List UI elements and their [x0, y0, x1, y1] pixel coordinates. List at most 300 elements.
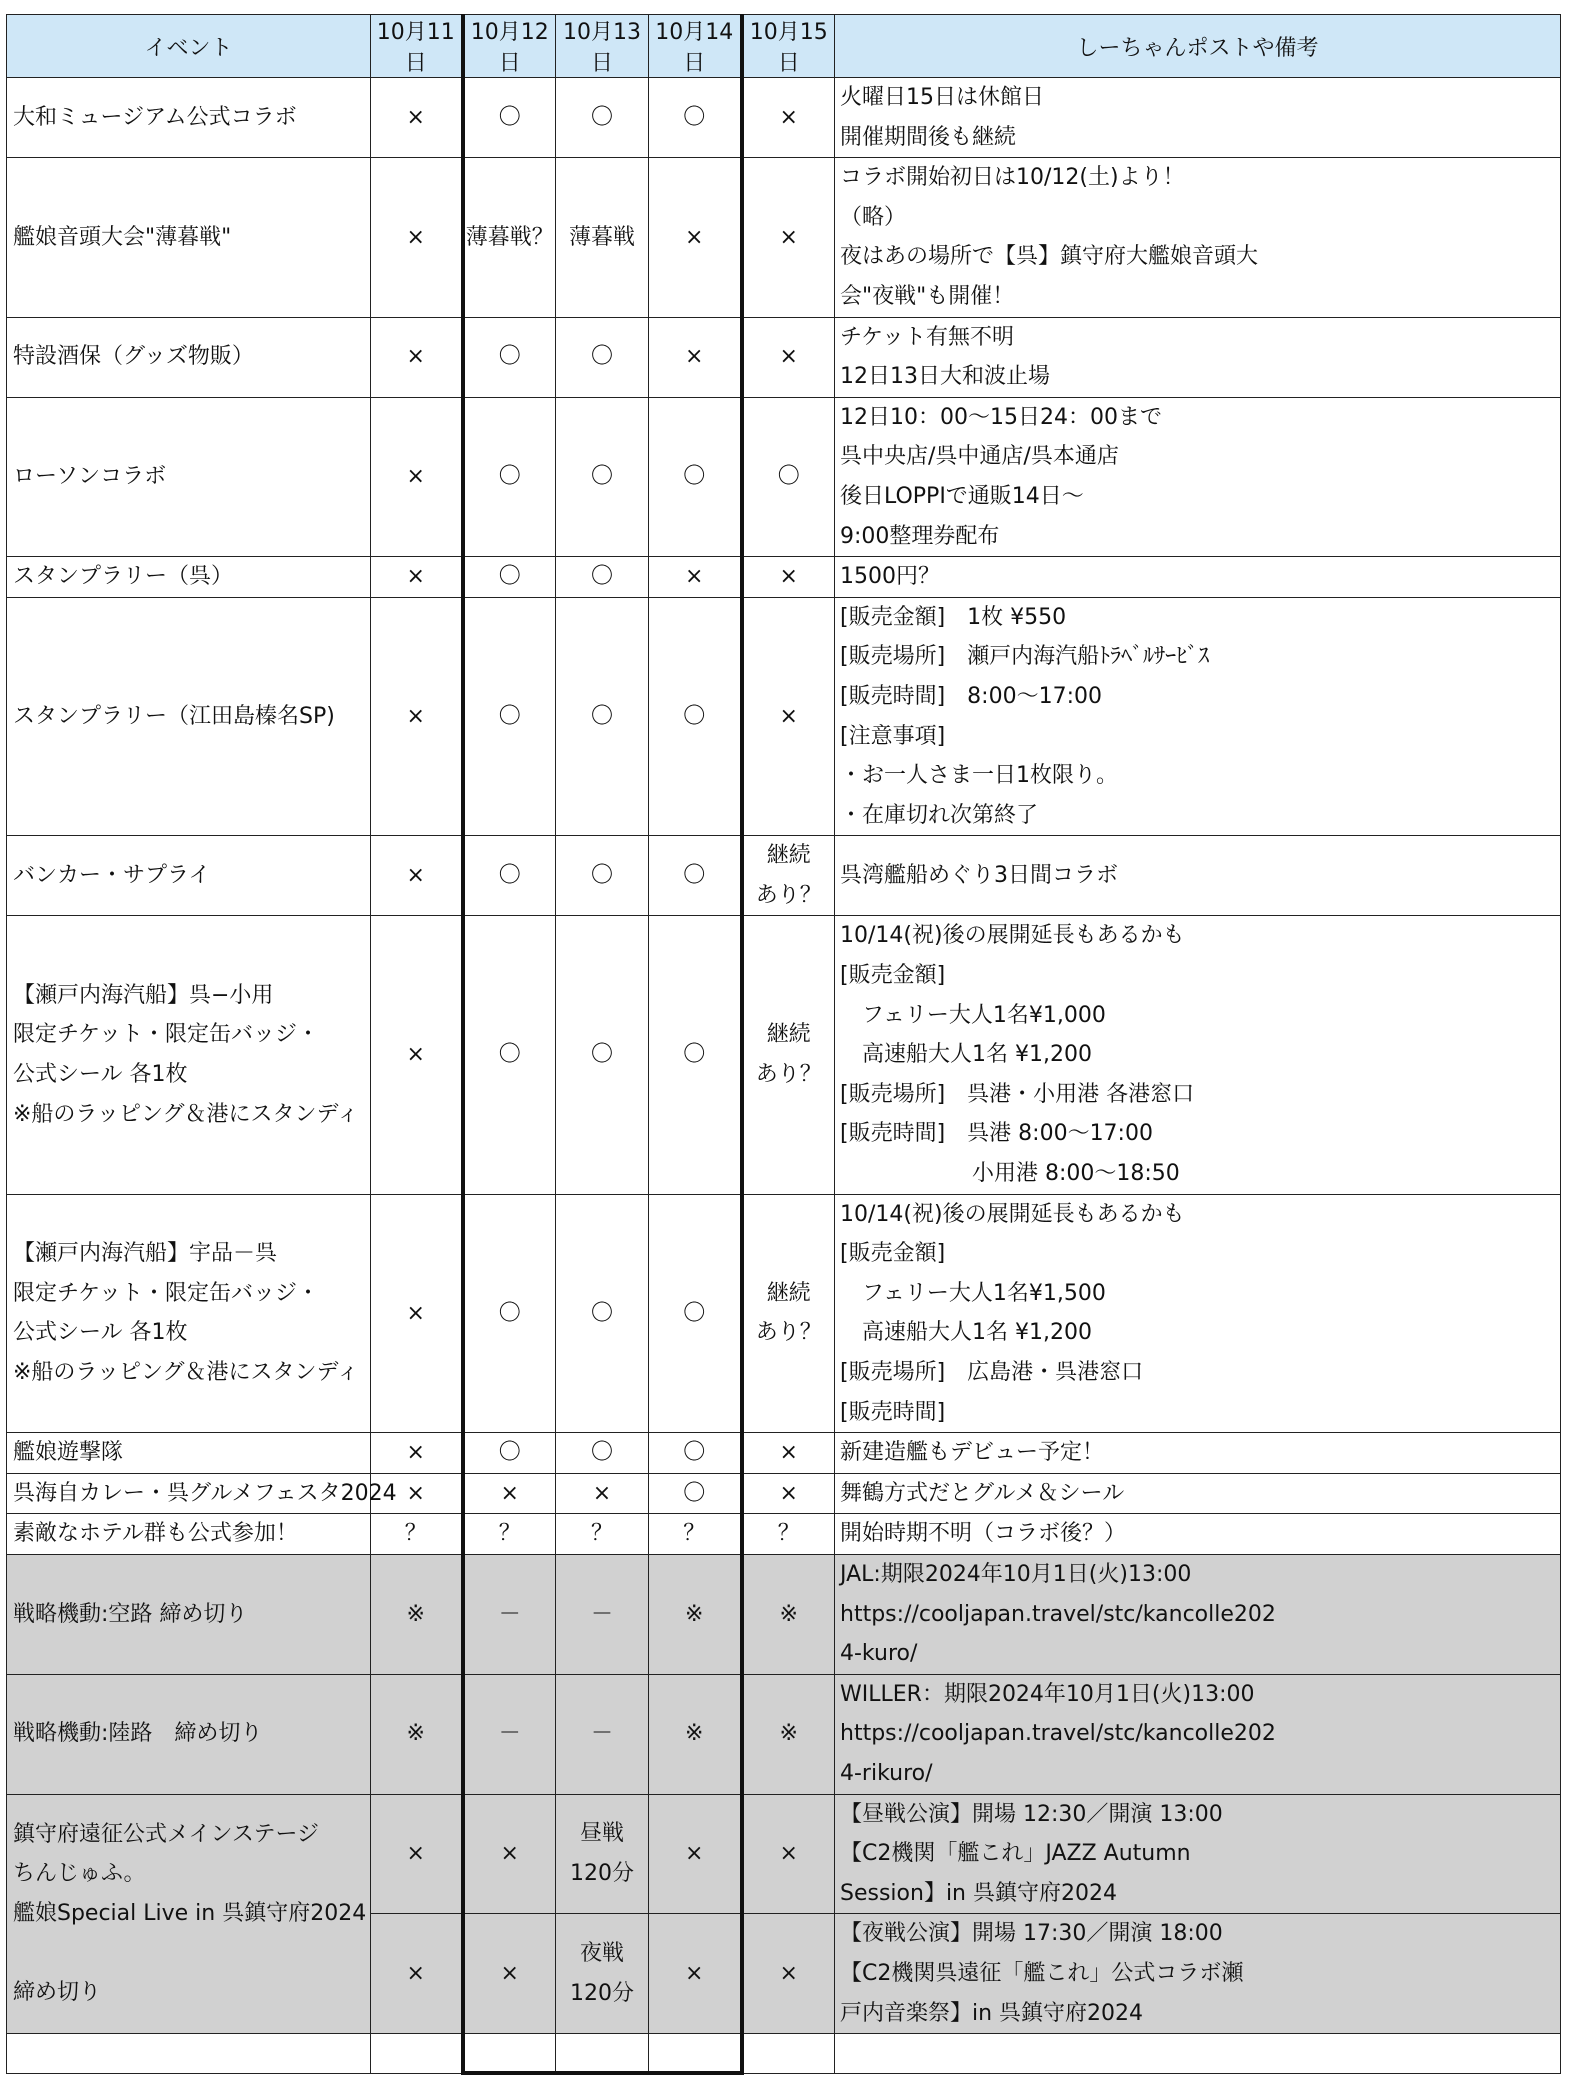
event-line: 呉海自カレー・呉グルメフェスタ2024: [13, 1480, 397, 1506]
status-line: 〇: [498, 703, 521, 729]
status-line: 〇: [590, 703, 613, 729]
status-cell-oct13[interactable]: [556, 397, 649, 556]
status-cell-oct11[interactable]: [371, 1794, 463, 1914]
header-row: [7, 15, 1561, 78]
status-cell-oct13[interactable]: [556, 557, 649, 598]
table-body: [7, 78, 1561, 2074]
status-line: 〇: [498, 1440, 521, 1466]
status-cell-oct13[interactable]: [556, 1554, 649, 1674]
notes-line: [販売場所] 呉港・小用港 各港窓口: [840, 1081, 1195, 1107]
status-line: ×: [406, 344, 425, 370]
status-line: ×: [779, 1480, 798, 1506]
event-schedule-sheet: [6, 14, 1561, 2075]
table-row: [7, 557, 1561, 598]
status-cell-oct12[interactable]: [463, 1914, 556, 2034]
status-line: ×: [779, 703, 798, 729]
status-line: 〇: [498, 464, 521, 490]
event-line: バンカー・サプライ: [13, 863, 211, 889]
status-cell-oct11[interactable]: [371, 916, 463, 1194]
status-cell-oct13[interactable]: [556, 78, 649, 158]
status-line: ×: [406, 1960, 425, 1986]
notes-cell[interactable]: [835, 1554, 1561, 1674]
event-cell[interactable]: [7, 158, 371, 317]
event-line: 素敵なホテル群も公式参加！: [13, 1521, 298, 1547]
table-row: [7, 1194, 1561, 1433]
status-cell-oct11[interactable]: [371, 597, 463, 836]
event-line: 艦娘Special Live in 呉鎮守府2024: [13, 1901, 367, 1927]
status-line: 〇: [683, 1300, 706, 1326]
status-cell-oct11[interactable]: [371, 317, 463, 397]
status-cell-oct11[interactable]: [371, 1194, 463, 1433]
status-cell-oct13[interactable]: [556, 158, 649, 317]
event-cell[interactable]: [7, 916, 371, 1194]
status-cell-oct13[interactable]: [556, 1433, 649, 1474]
notes-cell[interactable]: [835, 1473, 1561, 1514]
status-line: 〇: [590, 863, 613, 889]
event-cell[interactable]: [7, 397, 371, 556]
notes-line: 【C2機関呉遠征「艦これ」公式コラボ瀬: [840, 1960, 1244, 1986]
notes-line: 夜はあの場所で【呉】鎮守府大艦娘音頭大: [840, 244, 1259, 270]
event-line: 特設酒保（グッズ物販）: [13, 344, 254, 370]
status-line: 120分: [570, 1860, 634, 1886]
table-row-deadline: [7, 1674, 1561, 1794]
status-cell-oct15[interactable]: [742, 836, 835, 916]
notes-cell[interactable]: [835, 158, 1561, 317]
notes-line: 開催期間後も継続: [840, 124, 1017, 150]
event-line: 艦娘音頭大会"薄暮戦": [13, 224, 232, 250]
notes-cell[interactable]: [835, 1914, 1561, 2034]
status-cell-oct14[interactable]: [649, 557, 742, 598]
notes-line: [販売金額]: [840, 963, 946, 989]
status-line: ×: [406, 1480, 425, 1506]
status-cell-oct12[interactable]: [463, 1674, 556, 1794]
status-cell-oct15[interactable]: [742, 1514, 835, 1555]
notes-line: 4-kuro/: [840, 1641, 918, 1667]
status-line: ※: [779, 1601, 798, 1627]
status-cell-oct11[interactable]: [371, 1914, 463, 2034]
status-line: ×: [779, 344, 798, 370]
status-line: 薄暮戦: [568, 224, 635, 250]
notes-line: チケット有無不明: [840, 324, 1015, 350]
status-line: 〇: [683, 1480, 706, 1506]
status-cell-oct13[interactable]: [556, 1514, 649, 1555]
event-line: 戦略機動:空路 締め切り: [13, 1601, 248, 1627]
notes-line: コラボ開始初日は10/12(土)より！: [840, 165, 1185, 191]
status-line: ×: [779, 224, 798, 250]
status-line: ×: [685, 224, 704, 250]
notes-line: [販売時間] 呉港 8:00～17:00: [840, 1121, 1153, 1147]
status-line: 〇: [498, 104, 521, 130]
status-cell-oct14[interactable]: [649, 1914, 742, 2034]
status-line: 〇: [683, 104, 706, 130]
notes-line: [販売場所] 広島港・呉港窓口: [840, 1360, 1144, 1385]
notes-line: 4-rikuro/: [840, 1760, 933, 1786]
header-oct14[interactable]: 10月14日: [649, 15, 742, 78]
notes-line: Session】in 呉鎮守府2024: [840, 1880, 1117, 1906]
event-cell[interactable]: [7, 597, 371, 836]
notes-line: 12日13日大和波止場: [840, 364, 1050, 390]
event-line: ちんじゅふ。: [13, 1861, 146, 1887]
status-line: ※: [406, 1601, 425, 1627]
notes-cell[interactable]: [835, 78, 1561, 158]
status-line: ※: [685, 1721, 704, 1747]
status-cell-oct11[interactable]: [371, 1554, 463, 1674]
notes-cell[interactable]: [835, 557, 1561, 598]
event-line: 公式シール 各1枚: [13, 1320, 188, 1346]
status-cell-oct15[interactable]: [742, 1794, 835, 1914]
event-cell[interactable]: [7, 1433, 371, 1474]
status-cell-oct12[interactable]: [463, 597, 556, 836]
event-line: 限定チケット・限定缶バッジ・: [13, 1022, 320, 1048]
status-line: あり？: [755, 882, 822, 908]
status-line: －: [498, 1721, 521, 1747]
notes-cell[interactable]: [835, 317, 1561, 397]
event-line: ※船のラッピング＆港にスタンディ: [13, 1360, 359, 1385]
empty-cell[interactable]: [556, 2034, 649, 2074]
status-cell-oct13[interactable]: [556, 597, 649, 836]
status-cell-oct11[interactable]: [371, 836, 463, 916]
notes-cell[interactable]: [835, 916, 1561, 1194]
status-cell-oct15[interactable]: [742, 397, 835, 556]
notes-line: [販売金額] 1枚 ¥550: [840, 604, 1067, 630]
notes-line: [販売金額]: [840, 1241, 946, 1267]
status-line: 〇: [683, 703, 706, 729]
header-oct13[interactable]: 10月13日: [556, 15, 649, 78]
status-line: －: [498, 1601, 521, 1627]
status-line: ×: [779, 564, 798, 590]
status-line: －: [590, 1721, 613, 1747]
status-line: ×: [500, 1841, 519, 1867]
notes-line: 【昼戦公演】開場 12:30／開演 13:00: [840, 1801, 1223, 1827]
status-cell-oct14[interactable]: [649, 916, 742, 1194]
event-cell[interactable]: [7, 557, 371, 598]
event-cell[interactable]: [7, 1554, 371, 1674]
empty-cell[interactable]: [649, 2034, 742, 2074]
status-line: ×: [406, 1300, 425, 1326]
status-cell-oct12[interactable]: [463, 1473, 556, 1514]
event-cell[interactable]: [7, 1473, 397, 1514]
status-cell-oct14[interactable]: [649, 1554, 742, 1674]
status-line: ※: [685, 1601, 704, 1627]
status-line: 〇: [498, 863, 521, 889]
event-cell[interactable]: [7, 1514, 371, 1555]
table-row-empty: [7, 2034, 1561, 2074]
status-cell-oct11[interactable]: [371, 557, 463, 598]
status-cell-oct14[interactable]: [649, 1674, 742, 1794]
status-line: 〇: [683, 1440, 706, 1466]
status-line: 〇: [590, 564, 613, 590]
status-cell-oct12[interactable]: [463, 397, 556, 556]
status-line: ※: [406, 1721, 425, 1747]
status-line: ？: [683, 1521, 706, 1547]
status-cell-oct12[interactable]: [463, 557, 556, 598]
status-line: ×: [406, 104, 425, 130]
notes-line: 1500円？: [840, 564, 940, 590]
table-row: [7, 78, 1561, 158]
status-cell-oct14[interactable]: [649, 78, 742, 158]
notes-cell[interactable]: [835, 1433, 1561, 1474]
header-notes[interactable]: しーちゃんポストや備考: [835, 15, 1561, 78]
status-line: 〇: [498, 564, 521, 590]
status-cell-oct12[interactable]: [463, 836, 556, 916]
notes-line: 後日LOPPIで通販14日～: [840, 483, 1084, 509]
empty-cell[interactable]: [835, 2034, 1561, 2074]
event-line: スタンプラリー（呉）: [13, 564, 234, 590]
event-line: スタンプラリー（江田島榛名SP): [13, 703, 335, 729]
notes-line: 開始時期不明（コラボ後？）: [840, 1521, 1127, 1547]
notes-line: 小用港 8:00～18:50: [840, 1161, 1180, 1187]
event-cell[interactable]: [7, 1194, 371, 1433]
event-line: 戦略機動:陸路 締め切り: [13, 1721, 263, 1747]
notes-line: [販売時間] 8:00～17:00: [840, 683, 1102, 709]
status-cell-oct15[interactable]: [742, 1194, 835, 1433]
event-line: 締め切り: [13, 1980, 102, 2006]
status-line: ？: [777, 1521, 800, 1547]
status-line: 〇: [498, 344, 521, 370]
status-line: ？: [404, 1521, 427, 1547]
notes-line: 高速船大人1名 ¥1,200: [840, 1320, 1092, 1346]
status-line: ×: [406, 224, 425, 250]
status-line: 〇: [590, 1440, 613, 1466]
status-line: 夜戦: [579, 1941, 624, 1967]
status-cell-oct12[interactable]: [463, 1514, 556, 1555]
status-cell-oct14[interactable]: [649, 397, 742, 556]
status-cell-oct12[interactable]: [463, 1554, 556, 1674]
status-line: 〇: [683, 863, 706, 889]
event-line: 限定チケット・限定缶バッジ・: [13, 1280, 320, 1306]
table-row: [7, 916, 1561, 1194]
event-line: [13, 1934, 370, 1974]
notes-line: 【夜戦公演】開場 17:30／開演 18:00: [840, 1921, 1223, 1947]
notes-line: WILLER：期限2024年10月1日(火)13:00: [840, 1681, 1255, 1707]
status-cell-oct14[interactable]: [649, 1433, 742, 1474]
status-line: 120分: [570, 1980, 634, 2006]
empty-cell[interactable]: [7, 2034, 371, 2074]
status-cell-oct14[interactable]: [649, 1794, 742, 1914]
empty-cell[interactable]: [371, 2034, 463, 2074]
notes-line: フェリー大人1名¥1,500: [840, 1280, 1106, 1306]
status-line: 昼戦: [579, 1821, 624, 1847]
table-row: [7, 597, 1561, 836]
status-line: 薄暮戦？: [465, 224, 554, 250]
status-cell-oct15[interactable]: [742, 78, 835, 158]
event-line: ※船のラッピング＆港にスタンディ: [13, 1101, 359, 1127]
notes-cell[interactable]: [835, 836, 1561, 916]
status-cell-oct11[interactable]: [371, 397, 463, 556]
header-oct12[interactable]: 10月12日: [463, 15, 556, 78]
status-line: ※: [779, 1721, 798, 1747]
status-line: 〇: [590, 464, 613, 490]
status-line: ×: [500, 1960, 519, 1986]
status-line: 〇: [498, 1042, 521, 1068]
status-cell-oct11[interactable]: [371, 1674, 463, 1794]
event-cell-live[interactable]: [7, 1794, 371, 2034]
status-cell-oct15[interactable]: [742, 158, 835, 317]
status-line: ×: [406, 1440, 425, 1466]
event-cell[interactable]: [7, 1674, 371, 1794]
table-row: [7, 158, 1561, 317]
notes-line: フェリー大人1名¥1,000: [840, 1002, 1106, 1028]
status-line: ×: [779, 1841, 798, 1867]
notes-line: 高速船大人1名 ¥1,200: [840, 1042, 1092, 1068]
notes-line: JAL:期限2024年10月1日(火)13:00: [840, 1561, 1192, 1587]
status-line: ×: [406, 1841, 425, 1867]
table-row: [7, 1473, 1561, 1514]
status-line: 〇: [777, 464, 800, 490]
notes-cell[interactable]: [835, 397, 1561, 556]
table-row: [7, 397, 1561, 556]
status-line: 継続: [766, 1022, 811, 1048]
event-cell[interactable]: [7, 78, 371, 158]
status-cell-oct15[interactable]: [742, 1473, 835, 1514]
header-oct11[interactable]: 10月11日: [371, 15, 463, 78]
status-cell-oct15[interactable]: [742, 557, 835, 598]
notes-line: （略）: [840, 204, 907, 230]
notes-line: 10/14(祝)後の展開延長もあるかも: [840, 1201, 1185, 1227]
notes-line: [販売時間]: [840, 1399, 946, 1425]
status-line: 〇: [590, 1300, 613, 1326]
status-cell-oct14[interactable]: [649, 317, 742, 397]
status-cell-oct14[interactable]: [649, 1473, 742, 1514]
status-cell-oct12[interactable]: [463, 916, 556, 1194]
notes-line: [注意事項]: [840, 723, 946, 749]
status-cell-oct15[interactable]: [742, 1554, 835, 1674]
status-cell-oct13[interactable]: [556, 1914, 649, 2034]
status-line: 〇: [590, 344, 613, 370]
notes-line: ・お一人さま一日1枚限り。: [840, 763, 1118, 789]
status-line: ×: [406, 1042, 425, 1068]
status-line: ×: [779, 104, 798, 130]
status-line: ×: [685, 564, 704, 590]
status-cell-oct13[interactable]: [556, 836, 649, 916]
table-row: [7, 1433, 1561, 1474]
status-line: 継続: [766, 1280, 811, 1306]
event-line: 艦娘遊撃隊: [13, 1440, 124, 1466]
status-line: ×: [685, 344, 704, 370]
status-cell-oct14[interactable]: [649, 1514, 742, 1555]
table-row: [7, 836, 1561, 916]
status-cell-oct15[interactable]: [742, 916, 835, 1194]
notes-line: 会"夜戦"も開催！: [840, 283, 1015, 309]
notes-line: 戸内音楽祭】in 呉鎮守府2024: [840, 2000, 1144, 2026]
notes-line: 10/14(祝)後の展開延長もあるかも: [840, 923, 1185, 949]
notes-line: 舞鶴方式だとグルメ＆シール: [840, 1480, 1125, 1506]
status-cell-oct11[interactable]: [371, 1514, 463, 1555]
notes-cell[interactable]: [835, 1194, 1561, 1433]
status-line: ×: [406, 464, 425, 490]
status-line: ×: [779, 1960, 798, 1986]
status-cell-oct12[interactable]: [463, 78, 556, 158]
event-cell[interactable]: [7, 317, 371, 397]
status-line: ×: [406, 863, 425, 889]
status-line: ？: [498, 1521, 521, 1547]
status-cell-oct12[interactable]: [463, 1194, 556, 1433]
status-line: ×: [406, 703, 425, 729]
status-line: ×: [406, 564, 425, 590]
status-line: ×: [685, 1960, 704, 1986]
status-cell-oct12[interactable]: [463, 1433, 556, 1474]
status-cell-oct13[interactable]: [556, 1674, 649, 1794]
status-cell-oct14[interactable]: [649, 158, 742, 317]
status-cell-oct12[interactable]: [463, 1794, 556, 1914]
notes-line: 【C2機関「艦これ」JAZZ Autumn: [840, 1841, 1191, 1867]
status-line: 〇: [590, 1042, 613, 1068]
header-oct15[interactable]: 10月15日: [742, 15, 835, 78]
notes-cell[interactable]: [835, 1794, 1561, 1914]
status-cell-oct14[interactable]: [649, 1194, 742, 1433]
header-event[interactable]: イベント: [7, 15, 371, 78]
notes-line: 9:00整理券配布: [840, 523, 1000, 549]
notes-line: 呉中央店/呉中通店/呉本通店: [840, 444, 1119, 470]
status-cell-oct12[interactable]: [463, 158, 556, 317]
status-cell-oct13[interactable]: [556, 1194, 649, 1433]
status-line: ×: [500, 1480, 519, 1506]
event-line: 鎮守府遠征公式メインステージ: [13, 1821, 320, 1847]
notes-line: https://cooljapan.travel/stc/kancolle202: [840, 1601, 1276, 1627]
notes-line: ・在庫切れ次第終了: [840, 802, 1039, 828]
status-cell-oct13[interactable]: [556, 1473, 649, 1514]
status-cell-oct11[interactable]: [371, 78, 463, 158]
empty-cell[interactable]: [463, 2034, 556, 2074]
status-line: ×: [779, 1440, 798, 1466]
notes-line: 新建造艦もデビュー予定！: [840, 1440, 1105, 1466]
status-line: 継続: [766, 843, 811, 869]
event-line: ローソンコラボ: [13, 464, 167, 490]
status-cell-oct11[interactable]: [371, 1433, 463, 1474]
event-line: 公式シール 各1枚: [13, 1062, 188, 1088]
status-cell-oct12[interactable]: [463, 317, 556, 397]
table-row-live: [7, 1794, 1561, 1914]
status-line: ×: [685, 1841, 704, 1867]
notes-line: 12日10：00～15日24：00まで: [840, 404, 1162, 430]
status-cell-oct15[interactable]: [742, 1674, 835, 1794]
status-cell-oct13[interactable]: [556, 1794, 649, 1914]
status-line: あり？: [755, 1062, 822, 1088]
status-line: あり？: [755, 1320, 822, 1346]
notes-line: [販売場所] 瀬戸内海汽船ﾄﾗﾍﾞﾙｻｰﾋﾞｽ: [840, 644, 1210, 670]
status-cell-oct15[interactable]: [742, 1914, 835, 2034]
event-line: 【瀬戸内海汽船】宇品－呉: [13, 1241, 278, 1267]
status-line: ？: [590, 1521, 613, 1547]
event-cell[interactable]: [7, 836, 371, 916]
status-cell-oct15[interactable]: [742, 1433, 835, 1474]
status-cell-oct15[interactable]: [742, 317, 835, 397]
notes-cell[interactable]: [835, 1514, 1561, 1555]
status-line: 〇: [683, 1042, 706, 1068]
status-cell-oct14[interactable]: [649, 836, 742, 916]
event-line: 【瀬戸内海汽船】呉−小用: [13, 982, 274, 1008]
status-cell-oct13[interactable]: [556, 317, 649, 397]
status-line: －: [590, 1601, 613, 1627]
status-cell-oct15[interactable]: [742, 597, 835, 836]
status-line: 〇: [498, 1300, 521, 1326]
notes-line: 火曜日15日は休館日: [840, 85, 1044, 110]
status-cell-oct11[interactable]: [371, 158, 463, 317]
empty-cell[interactable]: [742, 2034, 835, 2074]
status-line: ×: [592, 1480, 612, 1506]
event-line: 大和ミュージアム公式コラボ: [13, 104, 297, 130]
notes-cell[interactable]: [835, 597, 1561, 836]
table-row: [7, 1514, 1561, 1555]
status-cell-oct13[interactable]: [556, 916, 649, 1194]
notes-cell[interactable]: [835, 1674, 1561, 1794]
status-cell-oct14[interactable]: [649, 597, 742, 836]
table-row-deadline: [7, 1554, 1561, 1674]
notes-line: https://cooljapan.travel/stc/kancolle202: [840, 1721, 1276, 1747]
status-line: 〇: [683, 464, 706, 490]
table-row: [7, 317, 1561, 397]
status-line: 〇: [590, 104, 613, 130]
